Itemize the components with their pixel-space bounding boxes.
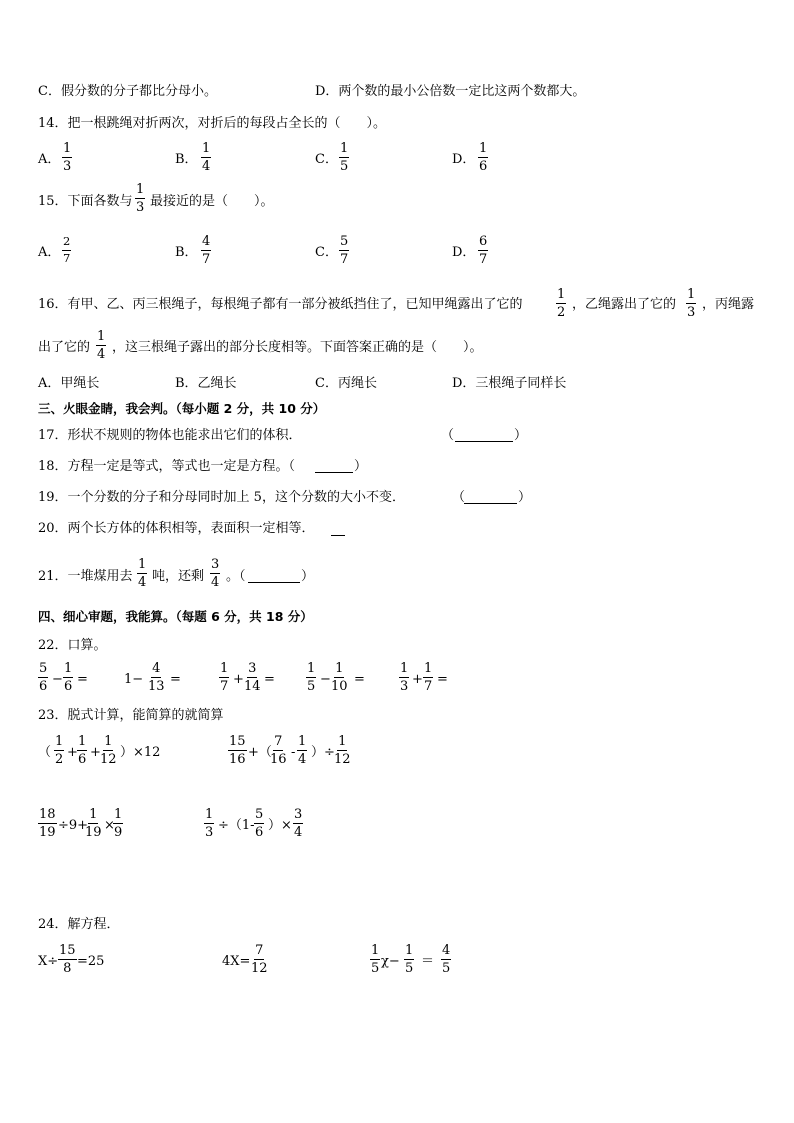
q22-e5-equals: = <box>437 672 448 687</box>
q15-option-d-label: D． <box>452 245 476 260</box>
q23-e4-fraction-c: $\frac{3}{4}$ <box>294 807 303 840</box>
q16-text-2: ，乙绳露出了它的 <box>572 297 677 312</box>
q14-option-c-fraction: $\frac{1}{5}$ <box>340 141 349 174</box>
q22-e1-fraction-a: $\frac{5}{6}$ <box>39 661 48 694</box>
q19-close-paren: ） <box>518 490 532 505</box>
q23-e3-fraction-c: $\frac{1}{9}$ <box>114 807 123 840</box>
q23-e2-fraction-a: $\frac{15}{16}$ <box>229 734 246 767</box>
q23-e1-fraction-b: $\frac{1}{6}$ <box>78 734 87 767</box>
q24-e1-fraction: $\frac{15}{8}$ <box>59 943 76 976</box>
q24-e3-op-1: χ− <box>381 954 400 969</box>
q15-stem-post: 最接近的是（ ）。 <box>150 194 274 209</box>
q22-e4-fraction-a: $\frac{1}{5}$ <box>307 661 316 694</box>
q22-e2-prefix: 1− <box>124 672 144 687</box>
q16-text-1: 16．有甲、乙、丙三根绳子，每根绳子都有一部分被纸挡住了，已知甲绳露出了它的 <box>38 297 523 312</box>
q18-answer-blank[interactable] <box>315 472 353 473</box>
q21-answer-blank[interactable] <box>248 582 300 583</box>
q15-option-c-fraction: $\frac{5}{7}$ <box>340 234 349 267</box>
q23-e2-op-1: +（ <box>248 745 272 760</box>
q22-e1-fraction-b: $\frac{1}{6}$ <box>64 661 73 694</box>
q22-e4-equals: = <box>354 672 365 687</box>
q15-option-a-fraction: $\frac{2}{7}$ <box>63 234 71 265</box>
q23-e1-op-1: + <box>67 745 78 760</box>
q24-e3-fraction-a: $\frac{1}{5}$ <box>371 943 380 976</box>
q21-fraction-2: $\frac{3}{4}$ <box>211 557 220 590</box>
q23-e3-fraction-b: $\frac{1}{19}$ <box>85 807 102 840</box>
q21-close-paren: ） <box>301 569 315 584</box>
q23-e1-op-2: + <box>90 745 101 760</box>
q16-text-3: ，丙绳露 <box>702 297 755 312</box>
q22-e1-operator: − <box>52 672 63 687</box>
q17-open-paren: （ <box>441 428 455 443</box>
q24-label: 24．解方程． <box>38 917 120 932</box>
q15-option-b-label: B． <box>175 245 198 260</box>
q22-e1-equals: = <box>77 672 88 687</box>
q22-e5-operator: + <box>412 672 423 687</box>
q16-fraction-3: $\frac{1}{4}$ <box>97 329 106 362</box>
q23-e2-op-2: - <box>291 745 296 760</box>
q24-e3-fraction-c: $\frac{4}{5}$ <box>442 943 451 976</box>
q13-option-d: D．两个数的最小公倍数一定比这两个数都大。 <box>315 84 586 99</box>
q23-e4-op-2: ）× <box>268 818 292 833</box>
q14-option-b-label: B． <box>175 152 198 167</box>
q19-text: 19．一个分数的分子和分母同时加上 5，这个分数的大小不变． <box>38 490 405 505</box>
q15-option-c-label: C． <box>315 245 338 260</box>
q22-label: 22．口算。 <box>38 638 107 653</box>
q22-e4-operator: − <box>320 672 331 687</box>
q14-option-d-label: D． <box>452 152 476 167</box>
q22-e3-operator: + <box>233 672 244 687</box>
q23-e2-op-3: ）÷ <box>311 745 335 760</box>
q15-option-b-fraction: $\frac{4}{7}$ <box>202 234 211 267</box>
q16-text-4: 出了它的 <box>38 340 91 355</box>
q20-answer-blank[interactable] <box>331 535 345 536</box>
q22-e2-equals: = <box>170 672 181 687</box>
q19-open-paren: （ <box>452 490 466 505</box>
q17-answer-blank[interactable] <box>455 441 513 442</box>
q24-e3-fraction-b: $\frac{1}{5}$ <box>405 943 414 976</box>
q13-option-c: C．假分数的分子都比分母小。 <box>38 84 217 99</box>
q22-e3-fraction-a: $\frac{1}{7}$ <box>220 661 229 694</box>
q23-e2-fraction-d: $\frac{1}{12}$ <box>334 734 351 767</box>
q14-option-c-label: C． <box>315 152 338 167</box>
q23-e1-open: （ <box>38 745 52 760</box>
q22-e3-fraction-b: $\frac{3}{14}$ <box>244 661 261 694</box>
q22-e3-equals: = <box>264 672 275 687</box>
q22-e4-fraction-b: $\frac{1}{10}$ <box>331 661 348 694</box>
q16-option-a: A．甲绳长 <box>38 376 100 391</box>
q20-text: 20．两个长方体的体积相等，表面积一定相等． <box>38 521 315 536</box>
section-4-heading: 四、细心审题，我能算。（每题 6 分，共 18 分） <box>38 609 313 624</box>
q16-fraction-2: $\frac{1}{3}$ <box>687 287 696 320</box>
q23-e1-close: ）×12 <box>120 745 161 760</box>
q24-e3-equals: ＝ <box>421 954 435 969</box>
q23-e1-fraction-a: $\frac{1}{2}$ <box>55 734 64 767</box>
q16-fraction-1: $\frac{1}{2}$ <box>557 287 566 320</box>
q16-option-d: D．三根绳子同样长 <box>452 376 567 391</box>
q18-close-paren: ） <box>354 459 368 474</box>
q23-e3-op-1: ÷9+ <box>58 818 89 833</box>
q18-text: 18．方程一定是等式，等式也一定是方程。（ <box>38 459 296 474</box>
q21-fraction-1: $\frac{1}{4}$ <box>138 557 147 590</box>
q21-text-post: 。（ <box>226 569 246 584</box>
q14-option-d-fraction: $\frac{1}{6}$ <box>479 141 488 174</box>
q14-stem: 14．把一根跳绳对折两次，对折后的每段占全长的（ ）。 <box>38 116 387 131</box>
q19-answer-blank[interactable] <box>464 503 517 504</box>
q14-option-b-fraction: $\frac{1}{4}$ <box>202 141 211 174</box>
q14-option-a-fraction: $\frac{1}{3}$ <box>63 141 72 174</box>
q16-option-b: B．乙绳长 <box>175 376 237 391</box>
q24-e1-prefix: X÷ <box>38 954 59 969</box>
q17-close-paren: ） <box>514 428 528 443</box>
q23-e4-op-1: ÷（1- <box>218 818 255 833</box>
q17-text: 17．形状不规则的物体也能求出它们的体积． <box>38 428 302 443</box>
q16-option-c: C．丙绳长 <box>315 376 377 391</box>
q23-e4-fraction-a: $\frac{1}{3}$ <box>205 807 214 840</box>
q14-option-a-label: A． <box>38 152 61 167</box>
q23-e2-fraction-c: $\frac{1}{4}$ <box>298 734 307 767</box>
q21-text-mid: 吨，还剩 <box>152 569 205 584</box>
q24-e2-prefix: 4X= <box>222 954 251 969</box>
q23-e1-fraction-c: $\frac{1}{12}$ <box>100 734 117 767</box>
section-3-heading: 三、火眼金睛，我会判。（每小题 2 分，共 10 分） <box>38 401 326 416</box>
q23-e2-fraction-b: $\frac{7}{16}$ <box>270 734 287 767</box>
q24-e2-fraction: $\frac{7}{12}$ <box>251 943 268 976</box>
q22-e5-fraction-a: $\frac{1}{3}$ <box>400 661 409 694</box>
q23-e3-fraction-a: $\frac{18}{19}$ <box>39 807 56 840</box>
q16-text-5: ，这三根绳子露出的部分长度相等。下面答案正确的是（ ）。 <box>112 340 483 355</box>
q22-e5-fraction-b: $\frac{1}{7}$ <box>424 661 433 694</box>
q15-option-a-label: A． <box>38 245 61 260</box>
q15-option-d-fraction: $\frac{6}{7}$ <box>479 234 488 267</box>
q23-e4-fraction-b: $\frac{5}{6}$ <box>255 807 264 840</box>
q24-e1-suffix: =25 <box>77 954 105 969</box>
q22-e2-fraction-b: $\frac{4}{13}$ <box>148 661 165 694</box>
q23-label: 23．脱式计算，能简算的就简算 <box>38 708 224 723</box>
q23-e3-op-2: × <box>104 818 115 833</box>
q15-stem-pre: 15．下面各数与 <box>38 194 133 209</box>
q15-stem-fraction: $\frac{1}{3}$ <box>136 182 145 215</box>
q21-text-pre: 21．一堆煤用去 <box>38 569 133 584</box>
